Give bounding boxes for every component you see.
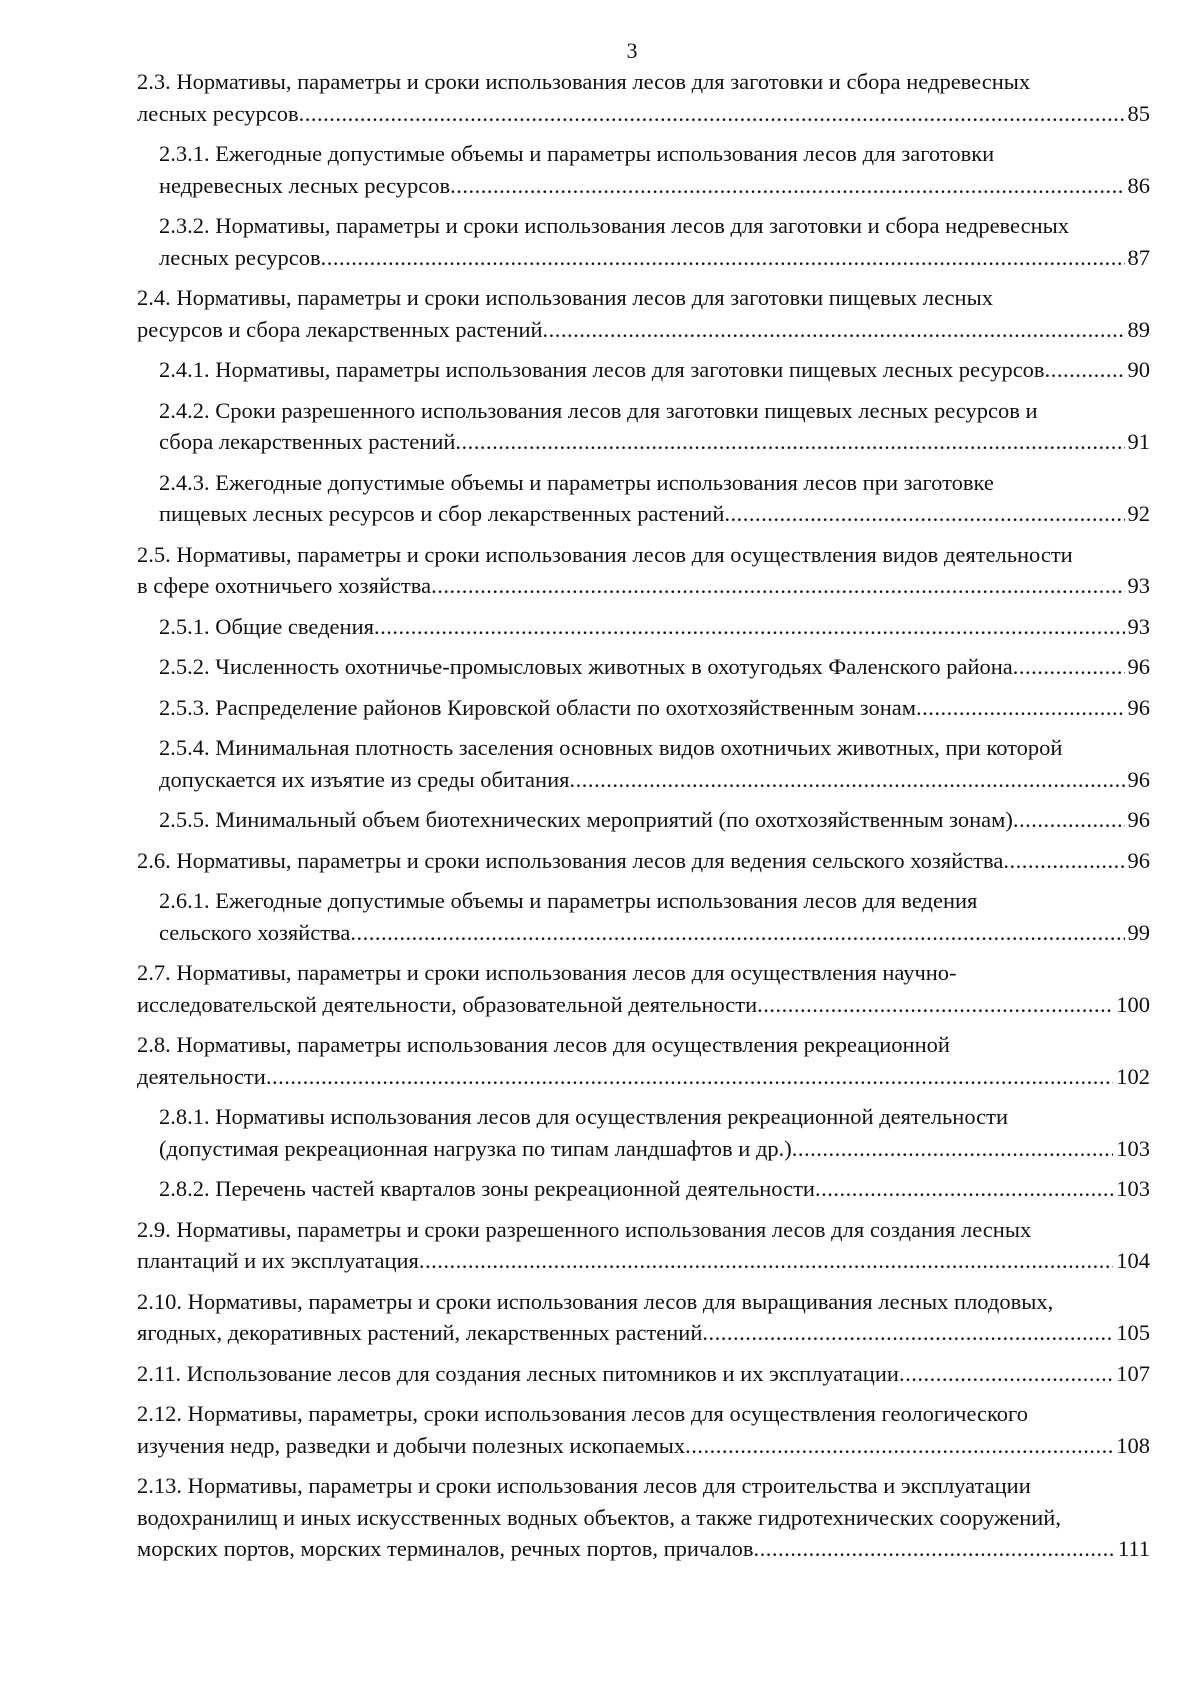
toc-entry[interactable] [137, 885, 1150, 948]
toc-entry-text-line: 2.4.3. Ежегодные допустимые объемы и параметры использования лесов при заготовке [159, 469, 994, 495]
toc-entry-last-line [137, 1430, 1150, 1462]
toc-entry[interactable] [137, 1214, 1150, 1277]
toc-entry-text: сельского хозяйства [159, 919, 351, 945]
toc-entry-last-line [137, 98, 1150, 130]
toc-page-number: 105 [1116, 1320, 1150, 1345]
toc-entry[interactable] [137, 1101, 1150, 1164]
dot-leader [266, 1061, 1113, 1093]
toc-entry-text: исследовательской деятельности, образовательной деятельности [137, 991, 758, 1017]
toc-page-number: 89 [1127, 316, 1150, 342]
dot-leader [916, 692, 1124, 724]
toc-entry-text-line: 2.8. Нормативы, параметры использования лесов для осуществления рекреационной [137, 1032, 950, 1057]
toc-entry[interactable] [137, 957, 1150, 1020]
toc-entry[interactable] [137, 1173, 1150, 1205]
toc-entry-last-line [159, 1133, 1150, 1165]
toc-page-number: 96 [1127, 694, 1150, 720]
toc-page-number: 107 [1116, 1360, 1150, 1386]
dot-leader [431, 570, 1124, 602]
toc-page-number: 93 [1127, 573, 1150, 598]
dot-leader [350, 917, 1124, 949]
toc-entry-text: плантаций и их эксплуатация [137, 1248, 419, 1273]
toc-entry-text: ягодных, декоративных растений, лекарственных растений [137, 1320, 703, 1345]
toc-entry-last-line [137, 1061, 1150, 1093]
toc-entry-text: 2.8.2. Перечень частей кварталов зоны рекреационной деятельности [159, 1176, 815, 1201]
toc-page-number: 91 [1127, 429, 1150, 454]
toc-page-number: 86 [1127, 172, 1150, 198]
toc-entry-text-line: 2.12. Нормативы, параметры, сроки использования лесов для осуществления геологического [137, 1401, 1028, 1426]
dot-leader [1045, 354, 1125, 386]
toc-page-number: 90 [1127, 357, 1150, 382]
toc-entry-text-line: 2.5.4. Минимальная плотность заселения основных видов охотничьих животных, при которой [159, 735, 1063, 760]
toc-entry-last-line [159, 651, 1150, 683]
toc-entry-last-line [159, 611, 1150, 643]
toc-entry-last-line [159, 242, 1150, 274]
toc-entry[interactable] [137, 467, 1150, 530]
toc-entry-text-line: 2.3.1. Ежегодные допустимые объемы и параметры использования лесов для заготовки [159, 141, 995, 166]
dot-leader [815, 1173, 1113, 1205]
toc-page-number: 93 [1127, 613, 1150, 639]
toc-entry-text: 2.5.5. Минимальный объем биотехнических мероприятий (по охотхозяйственным зонам) [159, 807, 1013, 832]
dot-leader [321, 242, 1125, 274]
toc-page-number: 87 [1127, 244, 1150, 270]
toc-entry-last-line [159, 764, 1150, 796]
toc-entry[interactable] [137, 1286, 1150, 1349]
toc-page-number: 103 [1116, 1176, 1150, 1201]
toc-page-number: 103 [1116, 1135, 1150, 1161]
toc-entry-last-line [159, 426, 1150, 458]
toc-entry-last-line [159, 917, 1150, 949]
toc-entry[interactable] [137, 539, 1150, 602]
toc-entry[interactable] [137, 1029, 1150, 1092]
toc-entry-text-line: 2.13. Нормативы, параметры и сроки использования лесов для строительства и эксплуатации [137, 1473, 1031, 1498]
toc-entry[interactable] [137, 282, 1150, 345]
toc-entry[interactable] [137, 651, 1150, 683]
dot-leader [702, 1317, 1113, 1349]
toc-entry[interactable] [137, 732, 1150, 795]
toc-entry-last-line [137, 314, 1150, 346]
toc-entry[interactable] [137, 138, 1150, 201]
toc-entry-last-line [137, 1245, 1150, 1277]
table-of-contents [137, 66, 1150, 1574]
toc-page-number: 96 [1127, 654, 1150, 679]
toc-entry-text: недревесных лесных ресурсов [159, 172, 451, 198]
toc-entry[interactable] [137, 66, 1150, 129]
dot-leader [724, 498, 1124, 530]
toc-entry-text: в сфере охотничьего хозяйства [137, 573, 432, 598]
toc-page-number: 92 [1127, 501, 1150, 526]
toc-entry-last-line [137, 1358, 1150, 1390]
toc-entry-last-line [159, 1173, 1150, 1205]
toc-entry[interactable] [137, 804, 1150, 836]
toc-entry-text: допускается их изъятие из среды обитания [159, 766, 570, 792]
toc-entry[interactable] [137, 354, 1150, 386]
toc-page-number: 96 [1127, 766, 1150, 792]
toc-page-number: 111 [1117, 1536, 1150, 1561]
dot-leader [1003, 845, 1124, 877]
toc-entry-text: деятельности [137, 1063, 266, 1089]
toc-entry-text-line: 2.7. Нормативы, параметры и сроки использования лесов для осуществления научно- [137, 960, 957, 985]
toc-page-number: 108 [1116, 1432, 1150, 1458]
toc-entry-text-line: 2.4. Нормативы, параметры и сроки использования лесов для заготовки пищевых лесных [137, 285, 993, 310]
toc-page-number: 99 [1127, 919, 1150, 945]
toc-entry-text: пищевых лесных ресурсов и сбор лекарственных растений [159, 501, 725, 526]
toc-entry[interactable] [137, 210, 1150, 273]
dot-leader [1013, 651, 1125, 683]
page-number: 3 [626, 38, 638, 63]
dot-leader [419, 1245, 1113, 1277]
toc-entry-text: 2.11. Использование лесов для создания лесных питомников и их эксплуатации [137, 1360, 899, 1386]
toc-entry-text-line: 2.3. Нормативы, параметры и сроки использования лесов для заготовки и сбора недревесных [137, 69, 1031, 94]
toc-entry-text-line: 2.5. Нормативы, параметры и сроки использования лесов для осуществления видов деятельности [137, 541, 1073, 567]
dot-leader [685, 1430, 1113, 1462]
toc-entry-last-line [137, 845, 1150, 877]
toc-page-number: 100 [1116, 991, 1150, 1017]
toc-entry-text: ресурсов и сбора лекарственных растений [137, 316, 543, 342]
toc-entry-text: сбора лекарственных растений [159, 429, 456, 454]
toc-entry-text-line: 2.8.1. Нормативы использования лесов для осуществления рекреационной деятельности [159, 1104, 1009, 1129]
toc-entry-text: 2.4.1. Нормативы, параметры использования лесов для заготовки пищевых лесных ресурсов [159, 357, 1045, 382]
toc-entry-text: лесных ресурсов [137, 100, 299, 126]
toc-entry-text: 2.5.1. Общие сведения [159, 613, 374, 639]
toc-entry-text-line: 2.4.2. Сроки разрешенного использования лесов для заготовки пищевых лесных ресурсов и [159, 397, 1038, 423]
toc-entry-text: (допустимая рекреационная нагрузка по типам ландшафтов и др.) [159, 1135, 792, 1161]
toc-entry-last-line [137, 989, 1150, 1021]
toc-entry-last-line [159, 498, 1150, 530]
toc-entry[interactable] [137, 1470, 1150, 1565]
toc-entry-text: 2.6. Нормативы, параметры и сроки использования лесов для ведения сельского хозяйства [137, 847, 1004, 873]
toc-entry-last-line [137, 570, 1150, 602]
toc-page-number: 96 [1127, 807, 1150, 832]
toc-entry-text: 2.5.2. Численность охотничье-промысловых животных в охотугодьях Фаленского района [159, 654, 1013, 679]
toc-entry-text: морских портов, морских терминалов, речных портов, причалов [137, 1536, 754, 1561]
toc-entry-text: изучения недр, разведки и добычи полезных ископаемых [137, 1432, 686, 1458]
toc-entry-text: 2.5.3. Распределение районов Кировской области по охотхозяйственным зонам [159, 694, 917, 720]
toc-page-number: 104 [1116, 1248, 1150, 1273]
dot-leader [792, 1133, 1113, 1165]
dot-leader [543, 314, 1125, 346]
dot-leader [754, 1533, 1115, 1565]
dot-leader [757, 989, 1113, 1021]
toc-entry-last-line [137, 1533, 1150, 1565]
toc-entry[interactable] [137, 1398, 1150, 1461]
toc-entry-last-line [137, 1317, 1150, 1349]
toc-entry[interactable] [137, 395, 1150, 458]
toc-entry-text-line: 2.3.2. Нормативы, параметры и сроки использования лесов для заготовки и сбора недревесных [159, 213, 1069, 238]
toc-entry-text-line: водохранилищ и иных искусственных водных объектов, а также гидротехнических сооружений, [137, 1504, 1061, 1530]
dot-leader [299, 98, 1125, 130]
dot-leader [899, 1358, 1113, 1390]
dot-leader [455, 426, 1124, 458]
toc-entry-text-line: 2.10. Нормативы, параметры и сроки использования лесов для выращивания лесных плодовых, [137, 1288, 1054, 1314]
toc-entry-last-line [159, 170, 1150, 202]
toc-entry-text-line: 2.6.1. Ежегодные допустимые объемы и параметры использования лесов для ведения [159, 888, 978, 913]
toc-page-number: 102 [1116, 1063, 1150, 1089]
dot-leader [569, 764, 1124, 796]
dot-leader [450, 170, 1124, 202]
toc-page-number: 96 [1127, 847, 1150, 873]
toc-entry[interactable] [137, 692, 1150, 724]
dot-leader [1013, 804, 1125, 836]
dot-leader [374, 611, 1125, 643]
toc-entry-last-line [159, 804, 1150, 836]
toc-entry[interactable] [137, 1358, 1150, 1390]
toc-entry[interactable] [137, 611, 1150, 643]
toc-page-number: 85 [1127, 100, 1150, 126]
toc-entry-text-line: 2.9. Нормативы, параметры и сроки разрешенного использования лесов для создания лесных [137, 1216, 1032, 1242]
toc-entry-last-line [159, 692, 1150, 724]
toc-entry-last-line [159, 354, 1150, 386]
toc-entry-text: лесных ресурсов [159, 244, 321, 270]
toc-entry[interactable] [137, 845, 1150, 877]
